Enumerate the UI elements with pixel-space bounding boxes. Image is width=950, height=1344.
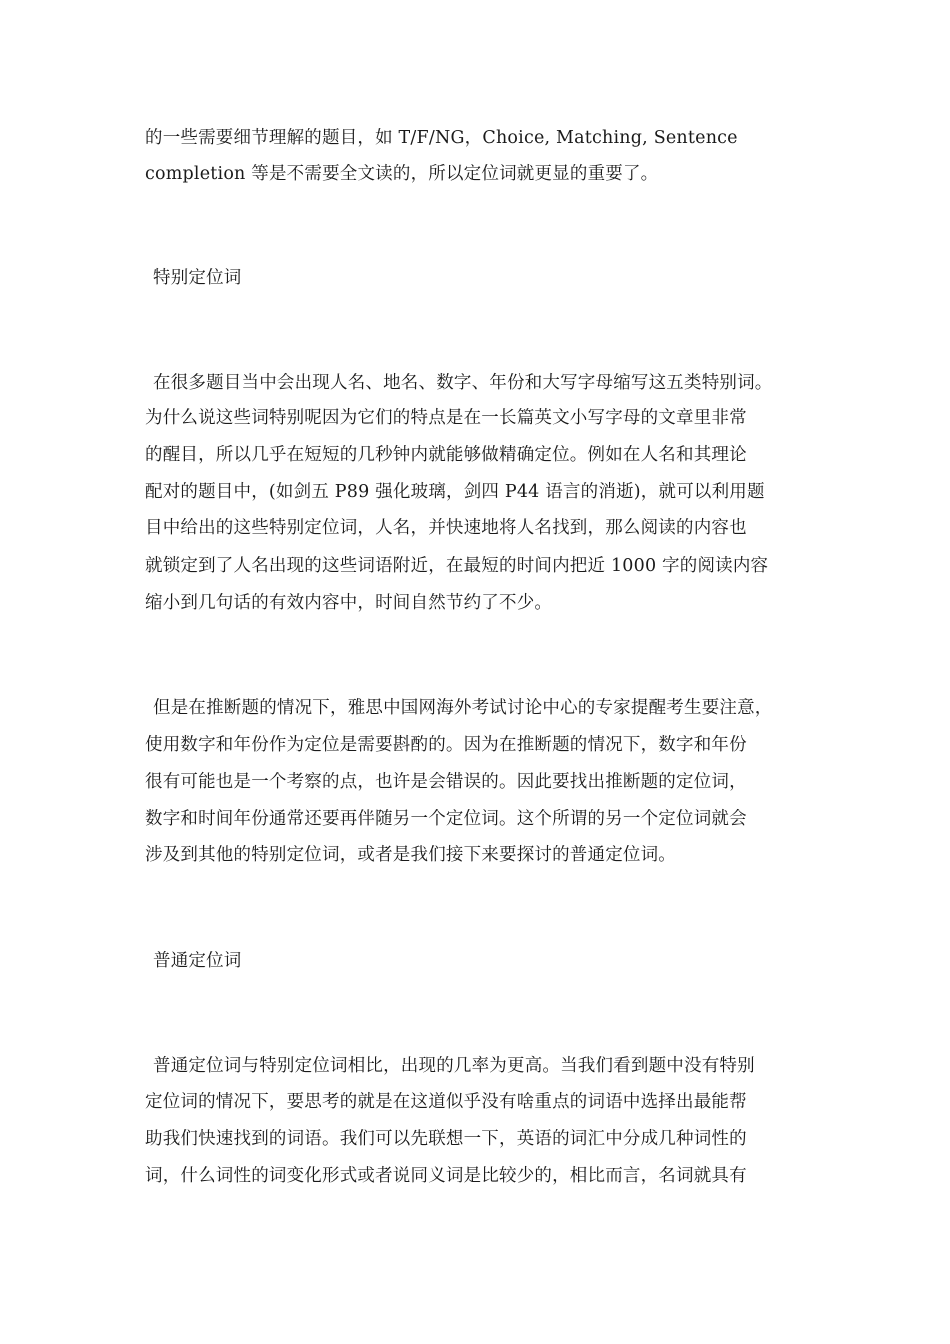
paragraph-3-line-3: 很有可能也是一个考察的点，也许是会错误的。因此要找出推断题的定位词，	[145, 772, 747, 792]
section-heading-special-locators: 特别定位词	[153, 268, 242, 288]
paragraph-2-line-3: 的醒目，所以几乎在短短的几秒钟内就能够做精确定位。例如在人名和其理论	[145, 445, 747, 465]
paragraph-2-line-1: 在很多题目当中会出现人名、地名、数字、年份和大写字母缩写这五类特别词。	[153, 373, 773, 393]
paragraph-3-line-2: 使用数字和年份作为定位是需要斟酌的。因为在推断题的情况下，数字和年份	[145, 735, 747, 755]
paragraph-2-line-4: 配对的题目中，(如剑五 P89 强化玻璃，剑四 P44 语言的消逝)，就可以利用题	[145, 482, 765, 502]
paragraph-2-line-6: 就锁定到了人名出现的这些词语附近，在最短的时间内把近 1000 字的阅读内容	[145, 556, 769, 576]
paragraph-4-line-1: 普通定位词与特别定位词相比，出现的几率为更高。当我们看到题中没有特别	[153, 1056, 755, 1076]
paragraph-2-line-2: 为什么说这些词特别呢因为它们的特点是在一长篇英文小写字母的文章里非常	[145, 408, 747, 428]
paragraph-3-line-5: 涉及到其他的特别定位词，或者是我们接下来要探讨的普通定位词。	[145, 845, 676, 865]
paragraph-4-line-3: 助我们快速找到的词语。我们可以先联想一下，英语的词汇中分成几种词性的	[145, 1129, 747, 1149]
paragraph-2-line-5: 目中给出的这些特别定位词，人名，并快速地将人名找到，那么阅读的内容也	[145, 518, 747, 538]
paragraph-3-line-1: 但是在推断题的情况下，雅思中国网海外考试讨论中心的专家提醒考生要注意，	[153, 698, 773, 718]
section-heading-general-locators: 普通定位词	[153, 951, 242, 971]
paragraph-1-line-1: 的一些需要细节理解的题目，如 T/F/NG，Choice, Matching, Sentence	[145, 128, 738, 148]
paragraph-3-line-4: 数字和时间年份通常还要再伴随另一个定位词。这个所谓的另一个定位词就会	[145, 809, 747, 829]
paragraph-4-line-4: 词，什么词性的词变化形式或者说同义词是比较少的，相比而言，名词就具有	[145, 1166, 747, 1186]
paragraph-2-line-7: 缩小到几句话的有效内容中，时间自然节约了不少。	[145, 593, 553, 613]
paragraph-4-line-2: 定位词的情况下，要思考的就是在这道似乎没有啥重点的词语中选择出最能帮	[145, 1092, 747, 1112]
paragraph-1-line-2: completion 等是不需要全文读的，所以定位词就更显的重要了。	[145, 164, 659, 184]
